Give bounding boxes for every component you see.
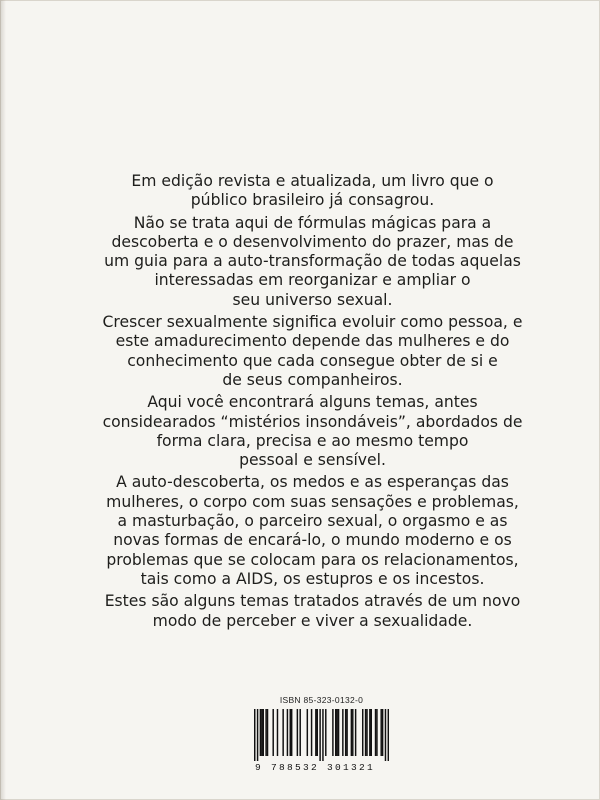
blurb-paragraph-2 (80, 214, 545, 310)
barcode-bar (385, 709, 386, 761)
barcode-bar (315, 709, 316, 756)
barcode-bar (365, 709, 366, 756)
barcode-bar (366, 709, 367, 756)
barcode-bar (299, 709, 300, 756)
blurb-line: um guia para a auto-transformação de todas aquelas (104, 252, 521, 271)
barcode-bar (257, 709, 258, 761)
barcode-bar (342, 709, 343, 756)
barcode-bar (317, 709, 318, 756)
blurb-line: Aqui você encontrará alguns temas, antes (147, 393, 478, 412)
barcode-bar (355, 709, 356, 756)
blurb-line: pessoal e sensível. (239, 451, 386, 470)
barcode-bar (376, 709, 377, 756)
back-cover-blurb (80, 172, 545, 634)
barcode-bar (263, 709, 264, 756)
barcode-bar (287, 709, 288, 756)
blurb-paragraph-6 (80, 592, 545, 631)
blurb-line: tais como a AIDS, os estupros e os incestos. (140, 569, 485, 588)
barcode-bars (254, 709, 389, 761)
barcode-bar (338, 709, 339, 756)
blurb-line: seu universo sexual. (232, 290, 393, 309)
barcode-bar (290, 709, 291, 756)
barcode-bar (297, 709, 298, 756)
barcode-bar (261, 709, 262, 756)
barcode-bar (254, 709, 255, 761)
spine-shadow (0, 0, 6, 800)
barcode-bar (260, 709, 261, 756)
blurb-paragraph-5 (80, 473, 545, 589)
barcode-bar (267, 709, 268, 756)
barcode-bar (380, 709, 381, 756)
barcode-bar (307, 709, 308, 756)
isbn-label: ISBN 85-323-0132-0 (279, 695, 364, 705)
blurb-line: considearados “mistérios insondáveis”, abordados de (102, 412, 523, 431)
barcode-bar (332, 709, 333, 756)
blurb-line: problemas que se colocam para os relacionamentos, (106, 550, 519, 569)
barcode-bar (388, 709, 389, 761)
blurb-line: público brasileiro já consagrou. (190, 191, 435, 210)
barcode-bar (352, 709, 353, 756)
blurb-line: Estes são alguns temas tratados através de um novo (104, 592, 521, 611)
barcode-bar (277, 709, 278, 756)
blurb-line: conhecimento que cada consegue obter de si e (127, 351, 498, 370)
blurb-paragraph-4 (80, 393, 545, 470)
barcode-bar (272, 709, 273, 756)
isbn-barcode (254, 695, 389, 775)
blurb-line: Não se trata aqui de fórmulas mágicas para a (133, 213, 492, 232)
barcode-bar (325, 709, 326, 756)
blurb-line: novas formas de encará-lo, o mundo moderno e os (113, 531, 512, 550)
barcode-bar (346, 709, 347, 756)
blurb-paragraph-3 (80, 313, 545, 390)
barcode-bar (335, 709, 336, 756)
blurb-line: a masturbação, o parceiro sexual, o orgasmo e as (117, 512, 508, 531)
blurb-line: interessadas em reorganizar e ampliar o (154, 271, 471, 290)
barcode-number: 9 788532 301321 (255, 762, 376, 773)
barcode-bar (371, 709, 372, 756)
barcode-bar (362, 709, 363, 756)
barcode-bar (291, 709, 292, 756)
blurb-line: Em edição revista e atualizada, um livro que o (131, 172, 494, 190)
blurb-paragraph-1 (80, 172, 545, 211)
barcode-bar (265, 709, 266, 756)
blurb-line: A auto-descoberta, os medos e as esperanças das (116, 473, 509, 492)
barcode-bar (375, 709, 376, 756)
barcode-bar (322, 709, 323, 761)
blurb-line: descoberta e o desenvolvimento do prazer, mas de (111, 232, 514, 251)
barcode-bar (351, 709, 352, 756)
barcode-bar (311, 709, 312, 756)
barcode-bar (369, 709, 370, 756)
blurb-line: forma clara, precisa e ao mesmo tempo (156, 431, 469, 450)
blurb-line: de seus companheiros. (222, 370, 403, 389)
barcode-bar (345, 709, 346, 756)
barcode-bar (382, 709, 383, 756)
blurb-line: este amadurecimento depende das mulheres e do (115, 332, 510, 351)
blurb-line: Crescer sexualmente significa evoluir como pessoa, e (102, 313, 523, 332)
barcode-bar (319, 709, 320, 761)
blurb-line: mulheres, o corpo com suas sensações e problemas, (106, 492, 519, 511)
blurb-line: modo de perceber e viver a sexualidade. (152, 611, 473, 630)
barcode-bar (282, 709, 283, 756)
barcode-bar (336, 709, 337, 756)
